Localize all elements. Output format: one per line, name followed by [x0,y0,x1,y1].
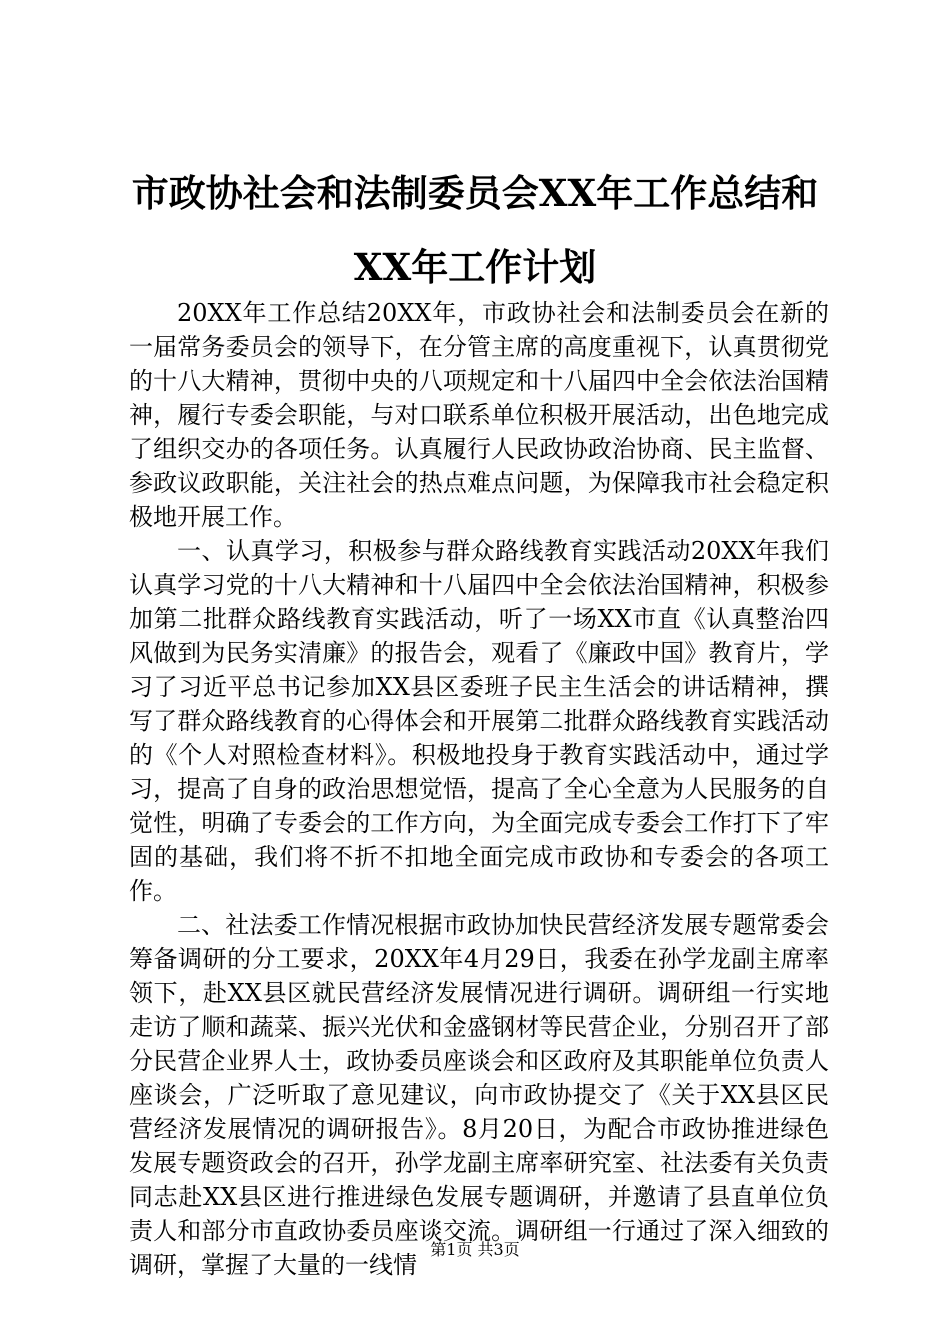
page-footer: 第1页 共3页 [430,1240,520,1259]
paragraph-summary: 20XX年工作总结20XX年，市政协社会和法制委员会在新的一届常务委员会的领导下，在分管主席的高度重视下，认真贯彻党的十八大精神，贯彻中央的八项规定和十八届四中全会依法治国精神，履行专委会职能，与对口联系单位积极开展活动，出色地完成了组织交办的各项任务。认真履行人民政协政治协商、民主监督、参政议政职能，关注社会的热点难点问题，为保障我市社会稳定积极地开展工作。 [129,299,829,531]
paragraph-work: 二、社法委工作情况根据市政协加快民营经济发展专题常委会筹备调研的分工要求，20XX年4月29日，我委在孙学龙副主席率领下，赴XX县区就民营经济发展情况进行调研。调研组一行实地走访了顺和蔬菜、振兴光伏和金盛钢材等民营企业，分别召开了部分民营企业界人士，政协委员座谈会和区政府及其职能单位负责人座谈会，广泛听取了意见建议，向市政协提交了《关于XX县区民营经济发展情况的调研报告》。8月20日，为配合市政协推进绿色发展专题资政会的召开，孙学龙副主席率研究室、社法委有关负责同志赴XX县区进行推进绿色发展专题调研，并邀请了县直单位负责人和部分市直政协委员座谈交流。调研组一行通过了深入细致的调研，掌握了大量的一线情 [129,911,829,1279]
paragraph-study: 一、认真学习，积极参与群众路线教育实践活动20XX年我们认真学习党的十八大精神和十八届四中全会依法治国精神，积极参加第二批群众路线教育实践活动，听了一场XX市直《认真整治四风做到为民务实清廉》的报告会，观看了《廉政中国》教育片，学习了习近平总书记参加XX县区委班子民主生活会的讲话精神，撰写了群众路线教育的心得体会和开展第二批群众路线教育实践活动的《个人对照检查材料》。积极地投身于教育实践活动中，通过学习，提高了自身的政治思想觉悟，提高了全心全意为人民服务的自觉性，明确了专委会的工作方向，为全面完成专委会工作打下了牢固的基础，我们将不折不扣地全面完成市政协和专委会的各项工作。 [129,537,829,905]
document-body [129,296,829,1282]
document-title: 市政协社会和法制委员会XX年工作总结和XX年工作计划 [131,171,819,289]
